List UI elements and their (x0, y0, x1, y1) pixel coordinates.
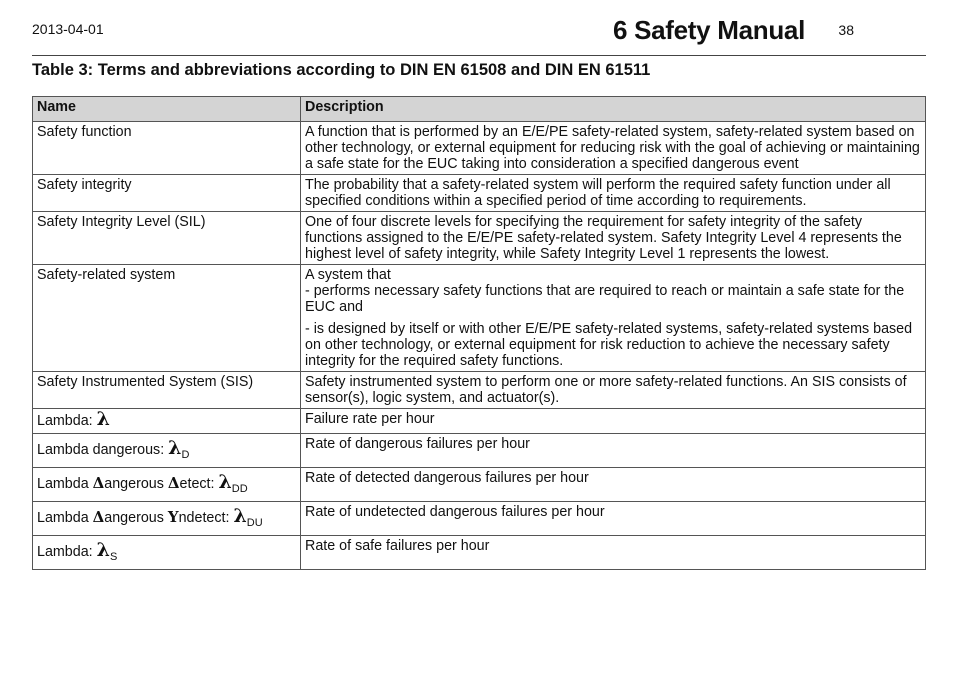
term-name: Safety-related system (33, 265, 301, 372)
table-row-lambda (33, 409, 926, 434)
lambda-symbol: λ (218, 471, 232, 493)
term-label: Lambda (37, 510, 93, 526)
table-row-lambda (33, 536, 926, 570)
term-label: Lambda: (37, 413, 97, 429)
term-description (301, 212, 926, 265)
term-label: angerous (104, 476, 168, 492)
table-row (33, 122, 926, 175)
description-paragraph: The probability that a safety-related system will perform the required safety function under all specified conditions within a specified period of time according to requirements. (305, 177, 891, 209)
term-name (33, 468, 301, 502)
term-name (33, 502, 301, 536)
lambda-subscript: D (181, 449, 190, 461)
term-description: Rate of safe failures per hour (301, 536, 926, 570)
term-label: Lambda dangerous: (37, 442, 169, 458)
delta-symbol: Δ (92, 474, 105, 492)
lambda-symbol: λ (233, 505, 247, 527)
table-row-lambda (33, 502, 926, 536)
description-paragraph: - performs necessary safety functions that are required to reach or maintain a safe state for the EUC and (305, 283, 905, 315)
term-description: Rate of undetected dangerous failures per hour (301, 502, 926, 536)
table-row-lambda (33, 468, 926, 502)
delta-symbol: Δ (92, 508, 105, 526)
lambda-symbol: λ (96, 539, 110, 561)
table-row (33, 372, 926, 409)
term-label: ndetect: (178, 510, 234, 526)
delta-symbol: Δ (167, 474, 180, 492)
page-number: 38 (838, 22, 854, 38)
table-row (33, 265, 926, 372)
term-label: angerous (104, 510, 168, 526)
term-description (301, 122, 926, 175)
table-header-row (33, 97, 926, 122)
term-name: Safety integrity (33, 175, 301, 212)
description-paragraph: A system that (305, 267, 391, 283)
term-description (301, 372, 926, 409)
term-label: Lambda: (37, 544, 97, 560)
lambda-symbol: λ (96, 408, 110, 430)
term-description (301, 175, 926, 212)
term-description: Rate of dangerous failures per hour (301, 434, 926, 468)
table-caption: Table 3: Terms and abbreviations according to DIN EN 61508 and DIN EN 61511 (32, 61, 651, 79)
term-description (301, 265, 926, 372)
term-name: Safety function (33, 122, 301, 175)
term-name: Safety Integrity Level (SIL) (33, 212, 301, 265)
terms-table (32, 96, 926, 570)
lambda-symbol: λ (168, 437, 182, 459)
term-description: Failure rate per hour (301, 409, 926, 434)
lambda-subscript: DD (231, 483, 248, 495)
term-label: etect: (179, 476, 219, 492)
header-divider (32, 55, 926, 56)
table-row-lambda (33, 434, 926, 468)
description-paragraph: One of four discrete levels for specifying the requirement for safety integrity of the safety functions assigned to the E/E/PE safety-related system. Safety Integrity Level 4 represents the highest level of safety integrity, while Safety Integrity Level 1 represents the lowest. (305, 214, 902, 262)
table-row (33, 175, 926, 212)
term-description: Rate of detected dangerous failures per hour (301, 468, 926, 502)
table-row (33, 212, 926, 265)
term-name (33, 536, 301, 570)
term-label: Lambda (37, 476, 93, 492)
chapter-title: 6 Safety Manual (612, 15, 805, 45)
description-paragraph: Safety instrumented system to perform one or more safety-related functions. An SIS consists of sensor(s), logic system, and actuator(s). (305, 374, 907, 406)
column-header-description: Description (301, 97, 926, 122)
lambda-subscript: S (109, 551, 118, 563)
column-header-name: Name (33, 97, 301, 122)
lambda-subscript: DU (246, 517, 263, 529)
upsilon-symbol: Υ (167, 508, 179, 526)
term-name: Safety Instrumented System (SIS) (33, 372, 301, 409)
term-name (33, 434, 301, 468)
term-name (33, 409, 301, 434)
page-header (32, 0, 926, 56)
description-paragraph: - is designed by itself or with other E/E/PE safety-related systems, safety-related systems based on other technology, or external equipment for risk reduction to achieve the necessary safety integrity for the required safety functions. (305, 321, 913, 369)
document-date: 2013-04-01 (32, 21, 104, 37)
description-paragraph: A function that is performed by an E/E/PE safety-related system, safety-related system based on other technology, or external equipment for reducing risk with the goal of achieving or maintaining a safe state for the EUC taking into consideration a specified dangerous event (305, 124, 920, 172)
